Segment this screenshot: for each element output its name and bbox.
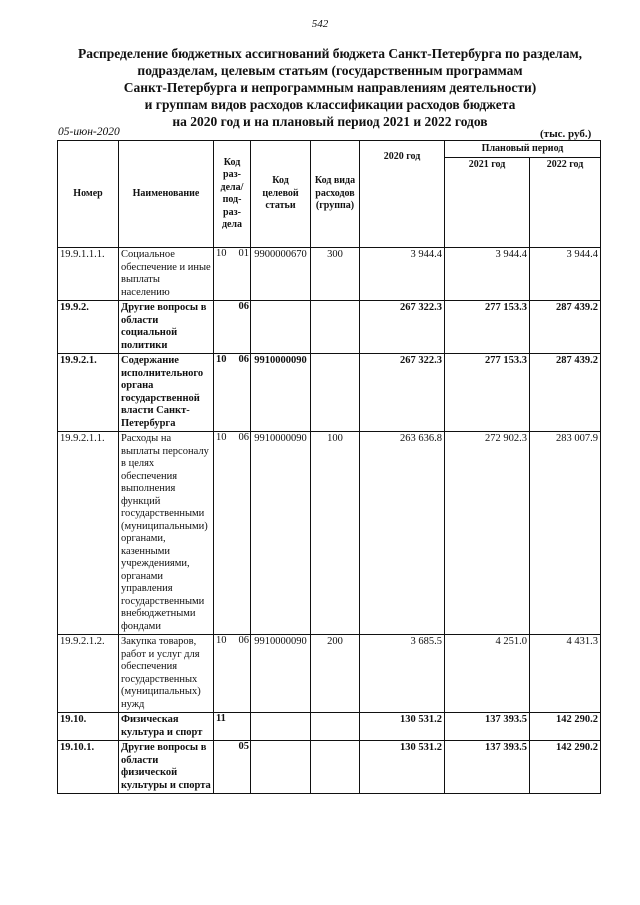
header-target: Код целевой статьи [251,141,311,248]
row-2020: 263 636.8 [360,432,445,635]
row-name: Закупка товаров, работ и услуг для обеспечения государственных (муниципальных) нужд [119,635,214,713]
row-section [214,248,251,301]
row-type [311,713,360,741]
units-label: (тыс. руб.) [540,128,592,140]
row-number: 19.9.2.1.1. [58,432,119,635]
document-title [60,45,600,130]
row-target: 9910000090 [251,354,311,432]
row-section [214,741,251,794]
row-name: Другие вопросы в области социальной политики [119,301,214,354]
row-number: 19.9.2.1.2. [58,635,119,713]
row-2020: 130 531.2 [360,741,445,794]
row-2020: 130 531.2 [360,713,445,741]
row-name: Расходы на выплаты персоналу в целях обеспечения выполнения функций государственными (муниципальными) органами, казенными учреждениями, органами управления государственными внебюджетными фондами [119,432,214,635]
row-type: 200 [311,635,360,713]
row-2022: 4 431.3 [530,635,601,713]
row-target: 9910000090 [251,432,311,635]
row-subsection-code: 06 [238,432,249,443]
row-number: 19.9.2. [58,301,119,354]
table-row [58,635,601,713]
row-target [251,301,311,354]
header-name: Наименование [119,141,214,248]
row-target [251,741,311,794]
header-planned: Плановый период [445,141,601,158]
row-section [214,635,251,713]
row-number: 19.10.1. [58,741,119,794]
row-subsection-code: 01 [238,248,249,259]
row-2021: 137 393.5 [445,713,530,741]
title-line: подразделам, целевым статьям (государственным программам [137,63,523,78]
title-line: Распределение бюджетных ассигнований бюджета Санкт-Петербурга по разделам, [77,46,583,61]
table-row [58,432,601,635]
title-line: на 2020 год и на плановый период 2021 и 2022 годов [172,114,488,129]
title-line: и группам видов расходов классификации расходов бюджета [144,97,516,112]
row-number: 19.10. [58,713,119,741]
row-section [214,432,251,635]
row-2020: 267 322.3 [360,301,445,354]
row-2022: 142 290.2 [530,713,601,741]
row-target: 9910000090 [251,635,311,713]
row-name: Другие вопросы в области физической культуры и спорта [119,741,214,794]
row-section-code: 10 [216,432,227,443]
header-2021: 2021 год [445,158,530,248]
row-subsection-code: 06 [238,354,249,365]
page-number: 542 [311,18,329,30]
row-section [214,713,251,741]
row-name: Физическая культура и спорт [119,713,214,741]
row-target [251,713,311,741]
row-2021: 277 153.3 [445,301,530,354]
row-number: 19.9.1.1.1. [58,248,119,301]
row-2021: 137 393.5 [445,741,530,794]
row-section-code: 10 [216,635,227,646]
row-subsection-code: 06 [238,301,249,312]
row-section-code: 11 [216,713,226,724]
row-2022: 3 944.4 [530,248,601,301]
row-type: 100 [311,432,360,635]
row-number: 19.9.2.1. [58,354,119,432]
row-type [311,741,360,794]
row-subsection-code: 05 [238,741,249,752]
row-target: 9900000670 [251,248,311,301]
row-section-code: 10 [216,248,227,259]
row-2022: 283 007.9 [530,432,601,635]
row-subsection-code: 06 [238,635,249,646]
row-section-code: 10 [216,354,227,365]
row-name: Содержание исполнительного органа государственной власти Санкт-Петербурга [119,354,214,432]
table-row [58,248,601,301]
row-2021: 277 153.3 [445,354,530,432]
header-type: Код вида расходов (группа) [311,141,360,248]
table-row [58,713,601,741]
row-2021: 272 902.3 [445,432,530,635]
row-2022: 287 439.2 [530,354,601,432]
row-name: Социальное обеспечение и иные выплаты населению [119,248,214,301]
header-2020: 2020 год [360,141,445,248]
row-section [214,301,251,354]
header-number: Номер [58,141,119,248]
row-2022: 287 439.2 [530,301,601,354]
row-2022: 142 290.2 [530,741,601,794]
row-type [311,354,360,432]
row-2020: 3 685.5 [360,635,445,713]
title-line: Санкт-Петербурга и непрограммным направлениям деятельности) [123,80,537,95]
row-2021: 4 251.0 [445,635,530,713]
table-row [58,354,601,432]
document-date: 05-июн-2020 [58,126,120,138]
row-2020: 3 944.4 [360,248,445,301]
header-section: Код раз- дела/ под- раз- дела [214,141,251,248]
row-2021: 3 944.4 [445,248,530,301]
table-row [58,301,601,354]
row-type: 300 [311,248,360,301]
table-row [58,741,601,794]
row-2020: 267 322.3 [360,354,445,432]
header-2022: 2022 год [530,158,601,248]
budget-table [57,140,601,794]
row-type [311,301,360,354]
row-section [214,354,251,432]
